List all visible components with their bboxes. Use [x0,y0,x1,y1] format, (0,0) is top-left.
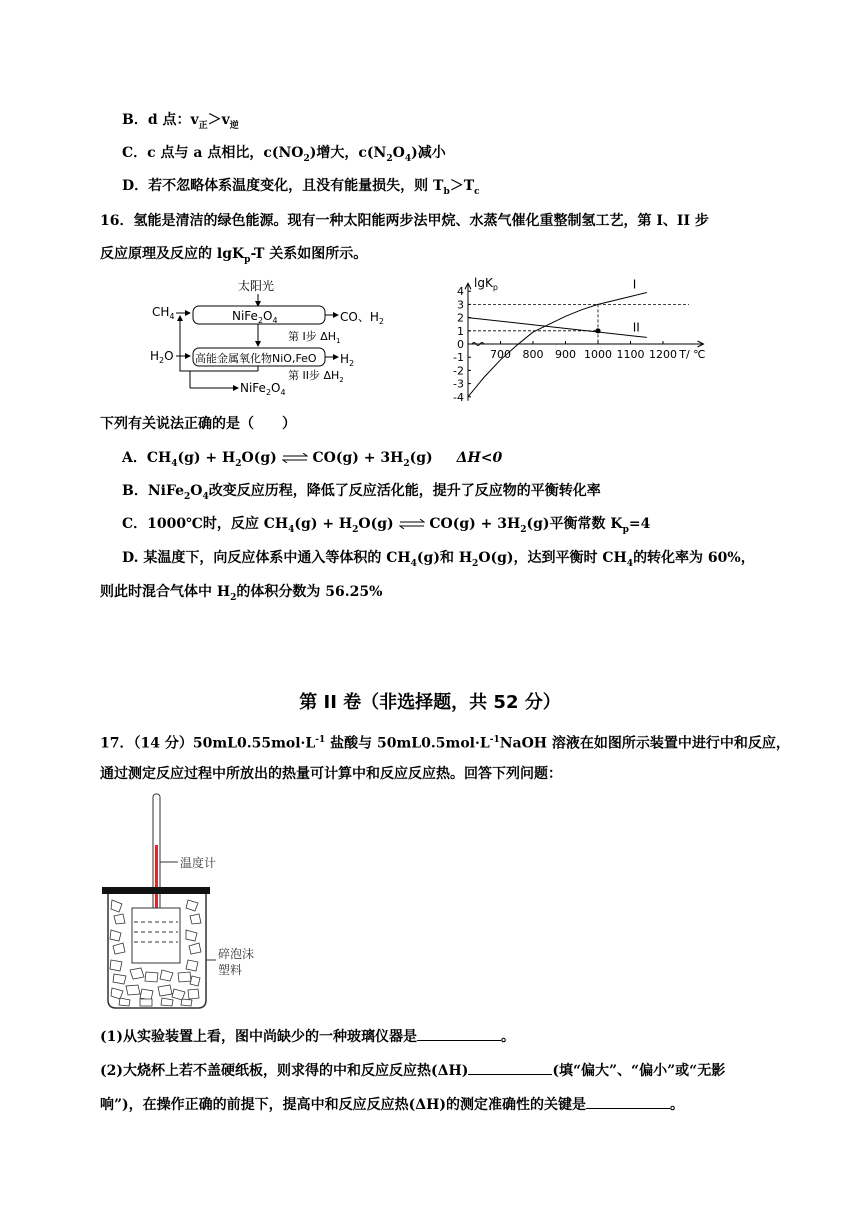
option-a: A．$CH_4(g) + H_2O(g) CO(g) + 3H_2(g)$ ΔH<0 [122,450,503,469]
question-prompt: 下列有关说法正确的是（ ） [100,416,296,432]
x-tick-label: 1100 [616,348,645,361]
co-h2-output: CO、$H_2$ [340,310,384,326]
h2-output: $H_2$ [340,352,355,368]
svg-text:高能金属氧化物NiO,FeO: 高能金属氧化物NiO,FeO [195,352,317,365]
y-tick-label: 0 [457,338,464,351]
answer-blank-1[interactable] [417,1026,501,1041]
question-17-line2: 通过测定反应过程中所放出的热量可计算中和反应反应热。回答下列问题： [100,766,562,782]
y-tick-label: 3 [457,298,464,312]
question-17-line1: 17．（14 分）$50mL0.55mol\cdot L^{-1}$ 盐酸与 $50mL0.5mol\cdot L^{-1}NaOH$ 溶液在如图所示装置中进行中和反应， [100,735,790,752]
x-tick-label: 800 [522,348,544,361]
option-c: C．1000℃时，反应 $CH_4(g) + H_2O(g) CO(g) + 3H_2(g)$平衡常数 $K_p=4$ [122,516,651,535]
question-16-line2: 反应原理及反应的 lgK$_p$-T 关系如图所示。 [100,246,368,265]
y-tick-label: -4 [453,390,464,404]
series-label-I: I [632,277,637,292]
thermometer-label: 温度计 [180,856,217,870]
section-title: 第 II 卷（非选择题，共 52 分） [299,692,561,713]
series-line-I [468,293,647,397]
cardboard-cover [102,887,210,894]
y-tick-label: 1 [457,324,464,338]
y-tick-label: 4 [457,285,464,299]
step1-label: 第 I步 $\Delta H_1$ [288,330,341,345]
question-16-line1: 16．氢能是清洁的绿色能源。现有一种太阳能两步法甲烷、水蒸气催化重整制氢工艺，第 I、II 步 [100,213,709,229]
y-tick-label: -3 [453,377,464,391]
answer-blank-2[interactable] [468,1060,552,1075]
series-label-II: II [632,320,640,335]
option-b-line: B．d 点：$v_正>v_逆$ [122,112,239,131]
part-2-line1: (2)大烧杯上若不盖硬纸板，则求得的中和反应反应热(ΔH) (填“偏大”、“偏小”或“无影 [100,1060,725,1081]
x-tick-label: 1000 [584,348,612,361]
calorimeter-apparatus [100,790,260,1012]
option-b: B．$NiFe_2O_4$改变反应历程，降低了反应活化能，提升了反应物的平衡转化率 [122,483,601,502]
ch4-label: $CH_4$ [152,305,175,321]
x-tick-label: 1200 [649,348,677,361]
x-tick-label: 700 [490,348,511,361]
svg-text:NiFe2O4: $NiFe_2O_4$ [232,309,278,325]
part-1: (1)从实验装置上看，图中尚缺少的一种玻璃仪器是 。 [100,1026,515,1047]
nife2o4-bottom: $NiFe_2O_4$ [240,381,286,397]
x-tick-label: 900 [555,348,576,361]
option-d-line2: 则此时混合气体中 $H_2$的体积分数为 56.25% [100,584,383,603]
lgkp-t-chart [446,268,716,408]
equilibrium-arrow-icon [282,453,308,463]
y-tick-label: 2 [457,311,464,325]
part-2-line2: 响”)，在操作正确的前提下，提高中和反应反应热(ΔH)的测定准确性的关键是 。 [100,1094,684,1115]
y-axis-label: lgK$_p$ [474,276,498,293]
x-axis-label: T/ ℃ [679,348,706,361]
answer-blank-3[interactable] [586,1094,670,1109]
sunlight-label: 太阳光 [238,279,275,293]
h2o-label: $H_2O$ [150,349,174,365]
foam-label-line2: 塑料 [218,963,243,977]
y-tick-label: -1 [453,351,464,365]
option-d-line: D．若不忽略体系温度变化，且没有能量损失，则 $T_b>T_c$ [122,178,480,197]
y-tick-label: -2 [453,364,464,378]
foam-label-line1: 碎泡沫 [218,947,255,961]
equilibrium-arrow-icon [399,519,425,529]
step2-label: 第 II步 $\Delta H_2$ [288,369,344,384]
marker-point [595,328,600,333]
option-c-line: C．c 点与 a 点相比，$c(NO_2)$增大，$c(N_2O_4)$减小 [122,145,446,164]
option-d: D. 某温度下，向反应体系中通入等体积的 $CH_4(g)$和 $H_2O(g)$，达到平衡时 $CH_4$的转化率为 60%， [122,550,755,569]
reaction-flow-diagram [150,276,400,401]
